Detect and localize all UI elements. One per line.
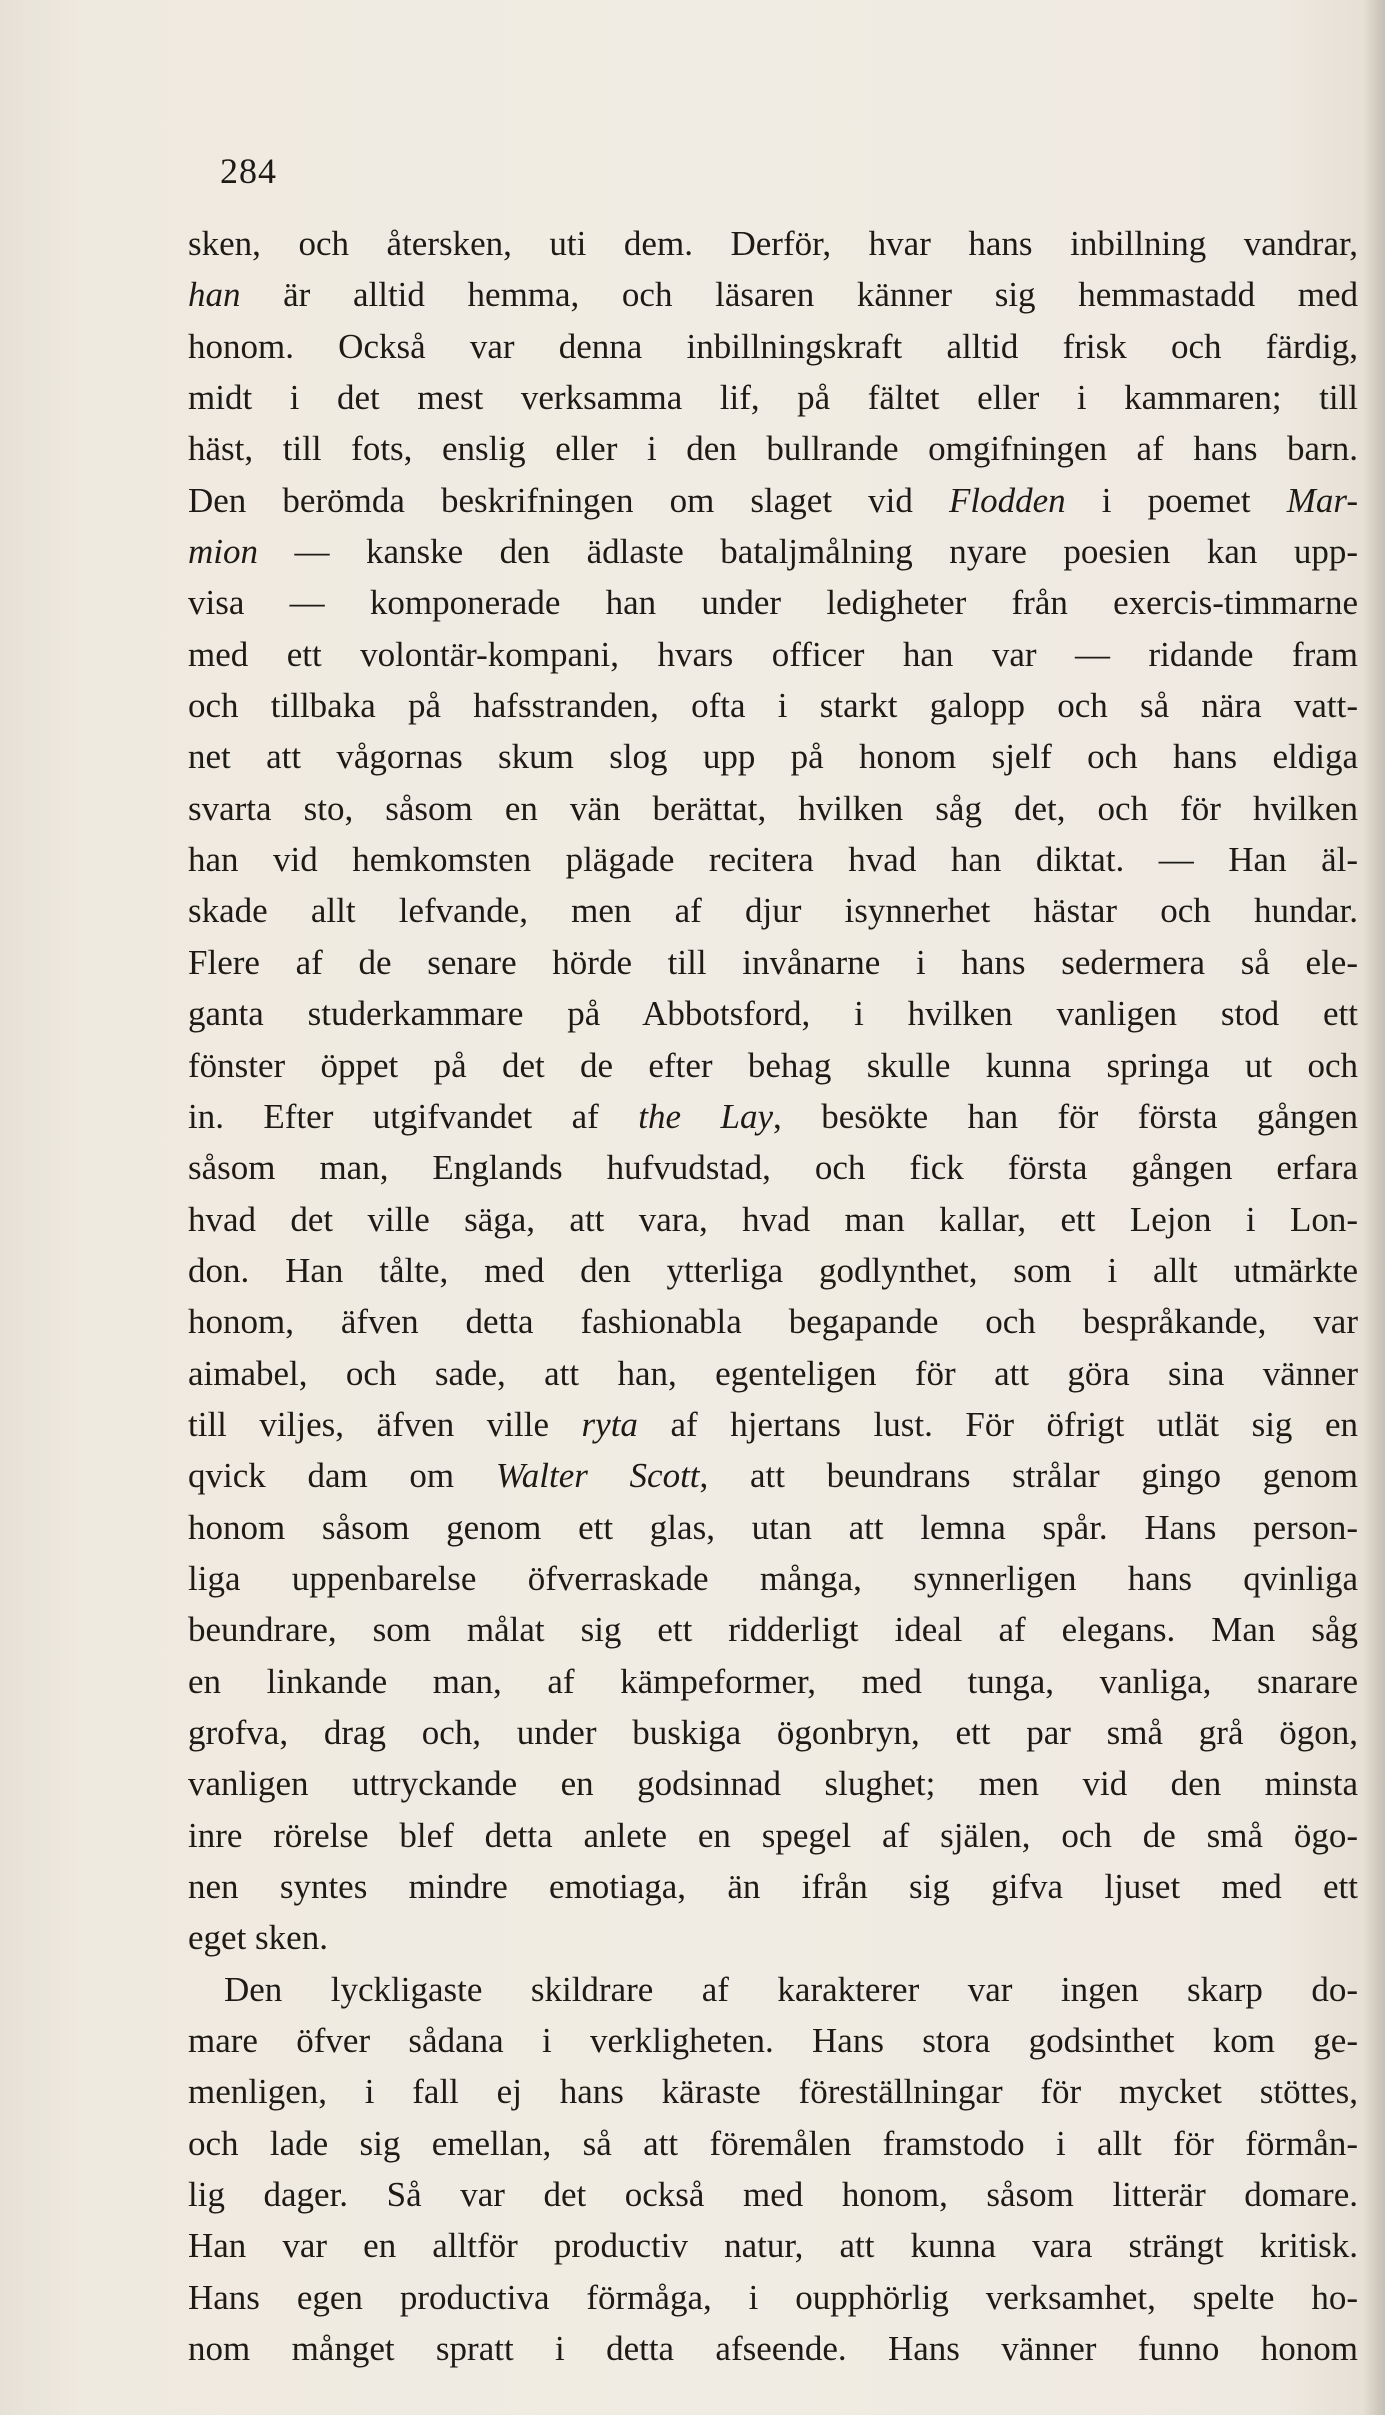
text-line [188,1296,1358,1347]
text-segment: beundrare, som målat sig ett ridderligt ideal af elegans. Man såg [188,1610,1358,1650]
italic-text: Flodden [949,480,1066,520]
text-line [188,1142,1358,1193]
text-segment: don. Han tålte, med den ytterliga godlynthet, som i allt utmärkte [188,1250,1358,1290]
page-edge-shadow [1363,0,1385,2415]
text-segment: in. Efter utgifvandet af [188,1096,639,1136]
text-line [188,1810,1358,1861]
text-segment: nen syntes mindre emotiaga, än ifrån sig gifva ljuset med ett [188,1867,1358,1906]
text-segment: , att beundrans strålar gingo genom [699,1456,1358,1496]
text-segment: och tillbaka på hafsstranden, ofta i starkt galopp och så nära vatt- [188,686,1358,726]
text-line [188,1553,1358,1604]
text-segment: är alltid hemma, och läsaren känner sig hemmastadd med [240,275,1358,315]
text-segment: skade allt lefvande, men af djur isynnerhet hästar och hundar. [188,891,1358,931]
text-line [188,629,1358,680]
text-segment: visa — komponerade han under ledigheter från exercis-timmarne [188,583,1358,623]
text-line [188,423,1358,474]
text-segment: han vid hemkomsten plägade recitera hvad han diktat. — Han äl- [188,840,1358,880]
text-segment: hvad det ville säga, att vara, hvad man kallar, ett Lejon i Lon- [188,1199,1358,1239]
text-segment: honom såsom genom ett glas, utan att lemna spår. Hans person- [188,1507,1358,1547]
text-line [188,1245,1358,1296]
text-line [188,475,1358,526]
text-line [188,2066,1358,2117]
text-segment: grofva, drag och, under buskiga ögonbryn, ett par små grå ögon, [188,1712,1358,1752]
text-segment: Han var en alltför productiv natur, att kunna vara strängt kritisk. [188,2226,1358,2266]
text-line [188,2015,1358,2066]
text-segment: svarta sto, såsom en vän berättat, hvilken såg det, och för hvilken [188,788,1358,828]
body-text [188,218,1358,2374]
italic-text: ryta [581,1404,638,1444]
text-line [188,885,1358,936]
text-line [188,731,1358,782]
text-line [188,1348,1358,1399]
text-line [188,577,1358,628]
text-segment: Hans egen productiva förmåga, i oupphörlig verksamhet, spelte ho- [188,2277,1358,2317]
text-segment: liga uppenbarelse öfverraskade många, synnerligen hans qvinliga [188,1558,1358,1598]
text-line [188,783,1358,834]
text-segment: i poemet [1065,480,1287,520]
text-segment: såsom man, Englands hufvudstad, och fick första gången erfara [188,1148,1358,1188]
text-segment: lig dager. Så var det också med honom, såsom litterär domare. [188,2175,1358,2215]
text-segment: , besökte han för första gången [773,1096,1358,1136]
text-segment: qvick dam om [188,1456,496,1496]
text-line [188,937,1358,988]
text-segment: mare öfver sådana i verkligheten. Hans stora godsinthet kom ge- [188,2021,1358,2061]
text-segment: med ett volontär-kompani, hvars officer han var — ridande fram [188,634,1358,674]
text-line [188,1502,1358,1553]
italic-text: Walter Scott [495,1456,700,1496]
text-segment: honom. Också var denna inbillningskraft alltid frisk och färdig, [188,326,1358,366]
text-segment: aimabel, och sade, att han, egenteligen för att göra sina vänner [188,1353,1358,1393]
text-line [188,988,1358,1039]
text-segment: Den lyckligaste skildrare af karakterer var ingen skarp do- [224,1969,1358,2009]
text-line [188,321,1358,372]
text-line [188,1450,1358,1501]
text-line [188,1758,1358,1809]
italic-text: han [188,275,241,315]
text-line [188,1040,1358,1091]
text-line [188,372,1358,423]
text-segment: sken, och återsken, uti dem. Derför, hvar hans inbillning vandrar, [188,224,1358,263]
text-line [188,1091,1358,1142]
text-line [188,2323,1358,2374]
italic-text: Mar- [1286,480,1358,520]
text-line [188,1399,1358,1450]
text-segment: vanligen uttryckande en godsinnad slughet; men vid den minsta [188,1764,1358,1804]
text-segment: — kanske den ädlaste bataljmålning nyare poesien kan upp- [258,532,1358,572]
text-segment: honom, äfven detta fashionabla begapande och bespråkande, var [188,1302,1358,1342]
text-segment: midt i det mest verksamma lif, på fältet eller i kammaren; till [188,378,1358,418]
text-segment: menligen, i fall ej hans käraste föreställningar för mycket stöttes, [188,2072,1358,2112]
text-segment: fönster öppet på det de efter behag skulle kunna springa ut och [188,1045,1358,1085]
text-segment: häst, till fots, enslig eller i den bullrande omgifningen af hans barn. [188,429,1358,469]
text-line [188,2169,1358,2220]
text-line [188,526,1358,577]
text-line [188,834,1358,885]
text-line [188,680,1358,731]
text-line [188,1656,1358,1707]
text-segment: ganta studerkammare på Abbotsford, i hvilken vanligen stod ett [188,994,1358,1034]
text-segment: Flere af de senare hörde till invånarne i hans sedermera så ele- [188,942,1358,982]
text-line [188,1912,1358,1963]
text-line [188,1194,1358,1245]
text-segment: Den berömda beskrifningen om slaget vid [188,480,950,520]
text-segment: inre rörelse blef detta anlete en spegel af själen, och de små ögo- [188,1815,1358,1855]
text-line [188,269,1358,320]
text-segment: till viljes, äfven ville [188,1404,582,1444]
text-segment: af hjertans lust. För öfrigt utlät sig en [637,1404,1358,1444]
text-line [188,2272,1358,2323]
page-number: 284 [220,151,277,191]
text-segment: net att vågornas skum slog upp på honom sjelf och hans eldiga [188,737,1358,777]
text-line [188,2220,1358,2271]
text-segment: eget sken. [188,1918,328,1958]
text-line [188,218,1358,269]
text-line [188,1964,1358,2015]
italic-text: mion [188,532,258,572]
text-line [188,2118,1358,2169]
text-line [188,1861,1358,1912]
text-segment: och lade sig emellan, så att föremålen framstodo i allt för förmån- [188,2123,1358,2163]
text-segment: en linkande man, af kämpeformer, med tunga, vanliga, snarare [188,1661,1358,1701]
text-line [188,1707,1358,1758]
text-segment: nom månget spratt i detta afseende. Hans vänner funno honom [188,2329,1358,2369]
italic-text: the Lay [638,1096,773,1136]
text-line [188,1604,1358,1655]
